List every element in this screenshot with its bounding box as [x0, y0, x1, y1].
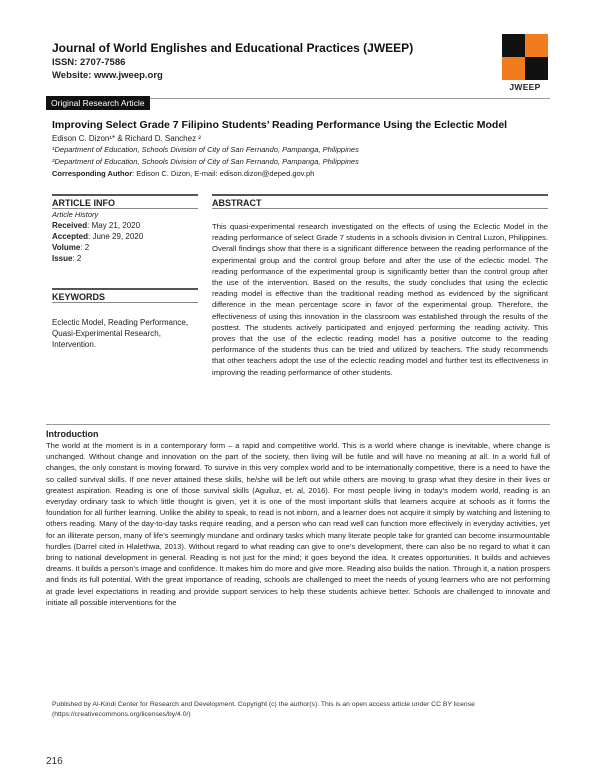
corresponding-text: : Edison C. Dizon, E-mail: edison.dizon@deped.gov.ph	[132, 169, 315, 178]
article-title: Improving Select Grade 7 Filipino Students’ Reading Performance Using the Eclectic Model	[52, 119, 508, 131]
jweep-logo-icon	[502, 34, 548, 80]
article-info-heading: ARTICLE INFO	[52, 194, 198, 209]
corresponding-label: Corresponding Author	[52, 169, 133, 178]
introduction-text: The world at the moment is in a contemporary form – a rapid and competitive world. This is a world where change is inevitable, where change is unchanged. Without change and innovation on the part of the society, then living will be futile and will have no meaning at all. In a world full of changes, the only constant is moving forward. To survive in this very complex world and to be internationally competitive, there is a need to have the so called survival skills. If one never attained these skills, he/she will be left out while others are moving to grasp what they desire in their lives or greatest aspiration. Reading is one of those survival skills (Aguiluz, et. al, 2016). For most people living in today’s modern world, reading is an everyday ordinary task to which little thought is given, yet it is one of the most important skills that learners acquire at schools as it forms the foundation for all further learning. Unlike the ability to speak, to read is not inborn, and a learner does not acquire it simply by watching and listening to others reading. Many of the day-to-day tasks require reading, and a person who can read well can function more effectively in everyday activities, yet for an illiterate person, many of life’s seemingly mundane and ordinary tasks which many literate people take for granted can become insurmountable hurdles (Darrel cited in Hlalethwa, 2013). Without regard to what reading can give to one’s development, there can also be no regard to what it can bring to national development in general. Reading is not just for the mind; it goes beyond the idea. It creates opportunities. It builds and achieves dreams. It builds a person’s image and confidence. It makes him do more and give more. Reading also builds the nation. Through it, a nation prospers and finds its full potential. With the great importance of reading, schools are challenged to meet the needs of young learners who are not performing at grade level expectations in reading and provide support services to help these students achieve better. Schools are challenged to innovate and initiate all possible interventions for the	[46, 441, 550, 607]
abstract-text: This quasi-experimental research investigated on the effects of using the Eclectic Model in the reading performance of select Grade 7 students in a schools division in Central Luzon, Philippines. Overall findings show that there is a significant difference between the reading performance of the experimental group and the control group before and after the use of the eclectic model. The reading performance of the experimental group is significantly better than the control group after the use of the intervention. Based on the results, the study concludes that using the eclectic reading model is effective than the traditional reading method as evidenced by the significant difference in the mean percentage score in favor of the experimental group. Therefore, the effectiveness of using this innovation in the classroom was established through the results of the posttest. The students actively participated and enjoyed performing the reading activity. This proves that the use of the eclectic reading model has a positive outcome to the reading performance of the students thus can be tried and utilized by teachers. The study recommends that other teachers adopt the use of the eclectic reading model and further test its effectiveness in improving the reading performance of other students.	[212, 222, 548, 377]
journal-name: Journal of World Englishes and Educational Practices (JWEEP)	[52, 41, 414, 55]
received-date: Received: May 21, 2020	[52, 221, 141, 230]
keywords-block	[52, 288, 198, 350]
introduction-heading: Introduction	[46, 429, 99, 439]
corresponding-author	[52, 168, 314, 179]
affiliation-2: ²Department of Education, Schools Division of City of San Fernando, Pampanga, Philippines	[52, 157, 359, 166]
abstract-heading: ABSTRACT	[212, 194, 548, 209]
article-info	[52, 194, 198, 264]
issue: Issue: 2	[52, 254, 82, 263]
article-type-badge: Original Research Article	[46, 96, 150, 110]
journal-header	[52, 40, 492, 82]
logo-text: JWEEP	[509, 82, 541, 92]
journal-issn: ISSN: 2707-7586	[52, 57, 126, 68]
section-divider	[46, 424, 550, 425]
volume: Volume: 2	[52, 243, 90, 252]
keywords-heading: KEYWORDS	[52, 288, 198, 303]
abstract	[212, 194, 548, 378]
history-label: Article History	[52, 210, 99, 219]
keywords-text: Eclectic Model, Reading Performance, Quasi-Experimental Research, Intervention.	[52, 318, 189, 349]
page-number: 216	[46, 756, 63, 767]
affiliation-1: ¹Department of Education, Schools Division of City of San Fernando, Pampanga, Philippines	[52, 145, 359, 154]
accepted-date: Accepted: June 29, 2020	[52, 232, 144, 241]
authors: Edison C. Dizon¹* & Richard D. Sanchez ²	[52, 134, 201, 143]
license-footnote: Published by Al-Kindi Center for Research and Development. Copyright (c) the author(s). This is an open access article under CC BY license (https://creativecommons.org/licenses/by/4.0/)	[52, 701, 475, 718]
journal-website: Website: www.jweep.org	[52, 70, 163, 81]
